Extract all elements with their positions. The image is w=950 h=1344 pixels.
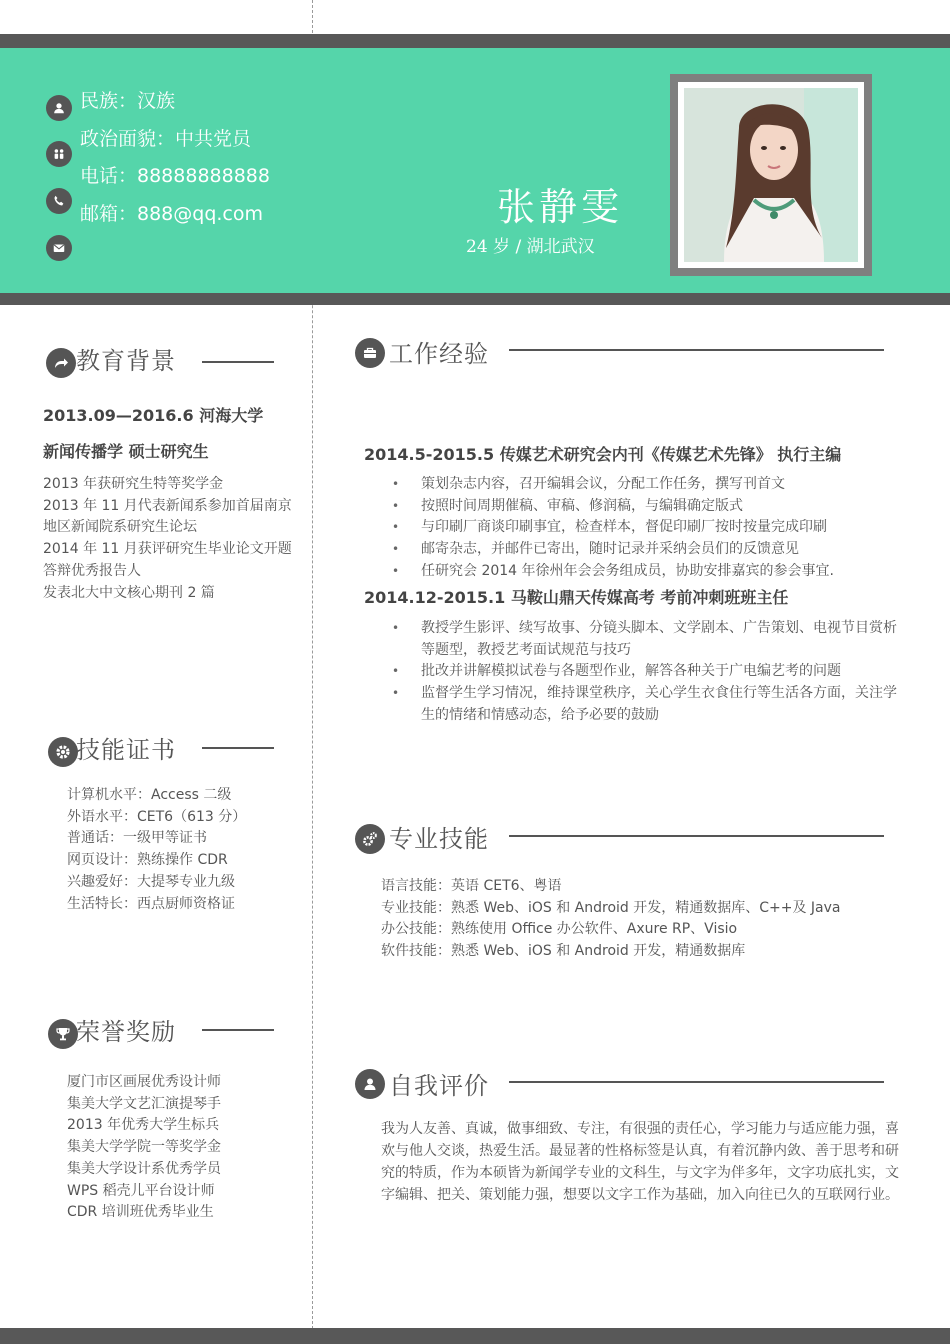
list-item: • 监督学生学习情况，维持课堂秩序，关心学生衣食住行等生活各方面，关注学生的情绪和情感动态，给予必要的鼓励 xyxy=(392,683,897,726)
portrait-illustration xyxy=(684,88,858,262)
skills-cert-title: 技能证书 xyxy=(76,736,176,764)
list-item: 网页设计：熟练操作 CDR xyxy=(67,852,228,869)
list-item: 地区新闻院系研究生论坛 xyxy=(43,519,197,536)
footer-bar xyxy=(0,1328,950,1344)
self-eval-rule xyxy=(509,1081,884,1083)
list-item: WPS 稻壳儿平台设计师 xyxy=(67,1182,215,1199)
list-item: CDR 培训班优秀毕业生 xyxy=(67,1204,214,1221)
email-text: 邮箱：888@qq.com xyxy=(80,203,264,225)
job-1-duties xyxy=(392,474,902,583)
group-icon xyxy=(46,141,72,167)
list-item: 外语水平：CET6（613 分） xyxy=(67,808,247,825)
education-period: 2013.09—2016.6 河海大学 xyxy=(43,406,264,425)
job-2-heading: 2014.12-2015.1 马鞍山鼎天传媒高考 考前冲刺班班主任 xyxy=(364,588,789,607)
list-item: 2013 年 11 月代表新闻系参加首届南京 xyxy=(43,497,292,514)
list-item: 厦门市区画展优秀设计师 xyxy=(67,1074,221,1090)
pro-skills-rule xyxy=(509,835,884,837)
list-item: 生活特长：西点厨师资格证 xyxy=(67,895,235,912)
list-item: • 与印刷厂商谈印刷事宜，检查样本，督促印刷厂按时按量完成印刷 xyxy=(392,517,902,539)
work-title: 工作经验 xyxy=(389,340,489,368)
list-item: 2014 年 11 月获评研究生毕业论文开题 xyxy=(43,541,292,558)
age-location-text: 岁 / 湖北武汉 xyxy=(493,237,595,257)
work-rule xyxy=(509,349,884,351)
list-item: 集美大学文艺汇演提琴手 xyxy=(67,1095,221,1112)
list-item: 普通话：一级甲等证书 xyxy=(67,830,207,847)
list-item: 语言技能：英语 CET6、粤语 xyxy=(381,878,562,894)
profile-photo-frame xyxy=(670,74,872,276)
list-item: 办公技能：熟练使用 Office 办公软件、Axure RP、Visio xyxy=(381,921,738,938)
list-item: 2013 年优秀大学生标兵 xyxy=(67,1117,220,1134)
education-title: 教育背景 xyxy=(76,347,176,375)
header-bottom-bar xyxy=(0,293,950,305)
list-item: 专业技能：熟悉 Web、iOS 和 Android 开发，精通数据库、C++及 Java xyxy=(381,899,841,916)
pro-skills-list xyxy=(381,876,841,963)
self-eval-text: 我为人友善、真诚，做事细致、专注，有很强的责任心，学习能力与适应能力强，喜欢与他人交谈，热爱生活。最显著的性格标签是认真，有着沉静内敛、善于思考和研究的特质，作为本硕皆为新闻学专业的文科生，与文字为伴多年，文字功底扎实，文字编辑、把关、策划能力强，想要以文字工作为基础，加入向往已久的互联网行业。 xyxy=(381,1121,899,1203)
age-location xyxy=(466,232,595,257)
gears-icon xyxy=(355,824,385,854)
gear-icon xyxy=(48,737,78,767)
trophy-icon xyxy=(48,1019,78,1049)
education-icon xyxy=(46,348,76,378)
education-degree: 新闻传播学 硕士研究生 xyxy=(43,442,209,461)
pro-skills-title: 专业技能 xyxy=(389,825,489,853)
job-1-heading: 2014.5-2015.5 传媒艺术研究会内刊《传媒艺术先锋》 执行主编 xyxy=(364,445,842,464)
age-number: 24 xyxy=(466,237,488,257)
list-item: 兴趣爱好：大提琴专业九级 xyxy=(67,873,235,890)
skills-cert-list xyxy=(67,785,246,915)
ethnicity-text: 民族：汉族 xyxy=(80,90,176,112)
briefcase-icon xyxy=(355,338,385,368)
list-item: • 策划杂志内容，召开编辑会议，分配工作任务，撰写刊首文 xyxy=(392,474,902,496)
education-rule xyxy=(202,361,274,363)
skills-cert-rule xyxy=(202,747,274,749)
person-icon xyxy=(46,95,72,121)
political-status-text: 政治面貌：中共党员 xyxy=(80,128,252,150)
list-item: 软件技能：熟悉 Web、iOS 和 Android 开发，精通数据库 xyxy=(381,943,746,960)
list-item: • 邮寄杂志，并邮件已寄出，随时记录并采纳会员们的反馈意见 xyxy=(392,539,902,561)
honors-rule xyxy=(202,1029,274,1031)
job-2-duties xyxy=(392,618,897,727)
list-item: 2013 年获研究生特等奖学金 xyxy=(43,476,224,492)
person-icon xyxy=(355,1069,385,1099)
list-item: 集美大学设计系优秀学员 xyxy=(67,1160,221,1177)
profile-photo xyxy=(684,88,858,262)
list-item: • 批改并讲解模拟试卷与各题型作业，解答各种关于广电编艺考的问题 xyxy=(392,661,897,683)
phone-text: 电话：88888888888 xyxy=(80,165,270,187)
top-bar xyxy=(0,34,950,48)
list-item: • 教授学生影评、续写故事、分镜头脚本、文学剧本、广告策划、电视节目赏析等题型，教授艺考面试规范与技巧 xyxy=(392,618,897,661)
list-item: 答辩优秀报告人 xyxy=(43,562,141,579)
education-list xyxy=(43,474,292,604)
candidate-name: 张静雯 xyxy=(497,185,624,229)
list-item: 集美大学学院一等奖学金 xyxy=(67,1139,221,1156)
list-item: 发表北大中文核心期刊 2 篇 xyxy=(43,584,215,601)
self-eval-title: 自我评价 xyxy=(389,1072,489,1100)
honors-list xyxy=(67,1072,221,1224)
phone-icon xyxy=(46,188,72,214)
mail-icon xyxy=(46,235,72,261)
list-item: • 按照时间周期催稿、审稿、修润稿，与编辑确定版式 xyxy=(392,496,902,518)
honors-title: 荣誉奖励 xyxy=(76,1018,176,1046)
list-item: 计算机水平：Access 二级 xyxy=(67,787,232,803)
list-item: • 任研究会 2014 年徐州年会会务组成员，协助安排嘉宾的参会事宜. xyxy=(392,561,902,583)
